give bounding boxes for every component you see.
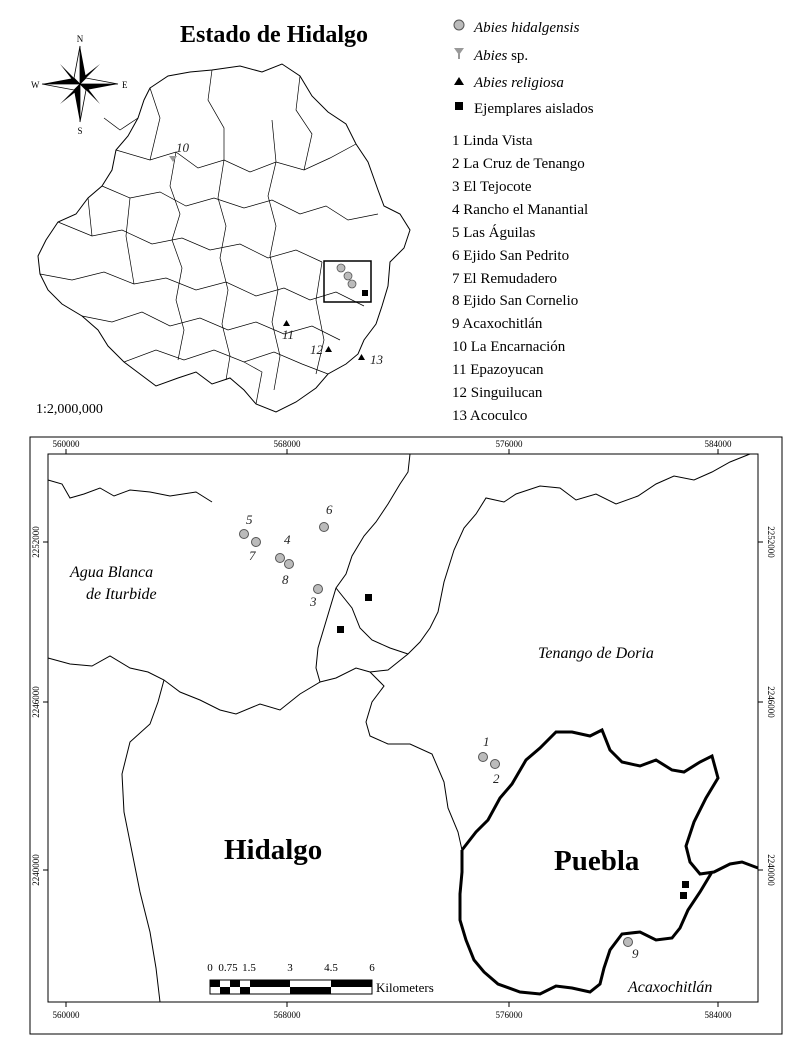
site-list-item: 1 Linda Vista — [452, 133, 533, 149]
site-marker-5 — [240, 530, 249, 539]
marker-aislado — [362, 290, 368, 296]
site-marker-4 — [276, 554, 285, 563]
map-label-11: 11 — [282, 327, 295, 342]
site-list-item: 13 Acoculco — [452, 408, 528, 424]
site-list-item: 8 Ejido San Cornelio — [452, 293, 579, 309]
site-list-item: 10 La Encarnación — [452, 339, 566, 355]
legend-item-religiosa: Abies religiosa — [452, 73, 564, 92]
scalebar-tick: 1.5 — [242, 962, 256, 974]
scalebar-tick: 6 — [369, 962, 375, 974]
marker-hidalgensis — [348, 280, 356, 288]
site-list-item: 11 Epazoyucan — [452, 362, 544, 378]
municipality-label: de Iturbide — [86, 586, 157, 603]
y-tick-left: 2252000 — [31, 526, 41, 558]
compass-s: S — [77, 126, 83, 136]
compass-e: E — [122, 80, 128, 90]
site-marker-7 — [252, 538, 261, 547]
map-label-13: 13 — [370, 352, 383, 367]
x-tick-top: 576000 — [495, 439, 523, 449]
scalebar-tick: 0 — [207, 962, 213, 974]
compass-w: W — [31, 80, 40, 90]
scalebar-tick: 0.75 — [218, 962, 238, 974]
x-tick-top: 568000 — [273, 439, 301, 449]
legend-item-aislados: Ejemplares aislados — [452, 99, 594, 118]
y-tick-right: 2252000 — [766, 526, 776, 558]
site-marker-6 — [320, 523, 329, 532]
map-label-10: 10 — [176, 140, 189, 155]
y-tick-left: 2240000 — [31, 854, 41, 886]
scalebar-tick: 3 — [287, 962, 293, 974]
x-tick-bottom: 568000 — [273, 1010, 301, 1020]
site-list-item: 3 El Tejocote — [452, 179, 532, 195]
y-tick-right: 2246000 — [766, 686, 776, 718]
scalebar-unit: Kilometers — [376, 980, 434, 995]
site-list-item: 9 Acaxochitlán — [452, 316, 543, 332]
site-label-3: 3 — [310, 594, 317, 609]
isolated-marker — [680, 892, 687, 899]
scalebar-tick: 4.5 — [324, 962, 338, 974]
site-list-item: 5 Las Águilas — [452, 225, 536, 241]
legend-item-hidalgensis: Abies hidalgensis — [452, 18, 579, 37]
isolated-marker — [682, 881, 689, 888]
x-tick-bottom: 576000 — [495, 1010, 523, 1020]
compass-rose-icon — [31, 34, 128, 136]
site-marker-1 — [479, 753, 488, 762]
site-label-2: 2 — [493, 771, 500, 786]
site-label-1: 1 — [483, 734, 490, 749]
municipality-label: Agua Blanca — [70, 564, 154, 581]
municipality-label: Acaxochitlán — [628, 979, 713, 996]
site-list-item: 12 Singuilucan — [452, 385, 543, 401]
site-marker-8 — [285, 560, 294, 569]
marker-religiosa — [358, 354, 365, 360]
state-label-hidalgo: Hidalgo — [224, 834, 323, 866]
site-label-6: 6 — [326, 502, 333, 517]
x-tick-top: 584000 — [704, 439, 732, 449]
legend-item-abies-sp: Abies sp. — [452, 46, 528, 65]
isolated-marker — [365, 594, 372, 601]
x-tick-top: 560000 — [52, 439, 80, 449]
marker-hidalgensis — [344, 272, 352, 280]
compass-n: N — [76, 34, 84, 44]
site-label-9: 9 — [632, 946, 639, 961]
site-label-5: 5 — [246, 512, 253, 527]
site-list-item: 7 El Remudadero — [452, 271, 557, 287]
state-overview-map — [0, 0, 450, 430]
site-list-item: 6 Ejido San Pedrito — [452, 248, 570, 264]
site-list-item: 2 La Cruz de Tenango — [452, 156, 585, 172]
municipality-label: Tenango de Doria — [538, 645, 654, 662]
marker-hidalgensis — [337, 264, 345, 272]
state-label-puebla: Puebla — [554, 845, 640, 877]
y-tick-right: 2240000 — [766, 854, 776, 886]
site-label-4: 4 — [284, 532, 291, 547]
map-title: Estado de Hidalgo — [180, 22, 369, 48]
site-marker-2 — [491, 760, 500, 769]
isolated-marker — [337, 626, 344, 633]
site-marker-3 — [314, 585, 323, 594]
x-tick-bottom: 584000 — [704, 1010, 732, 1020]
site-list-item: 4 Rancho el Manantial — [452, 202, 589, 218]
y-tick-left: 2246000 — [31, 686, 41, 718]
site-label-7: 7 — [249, 548, 256, 563]
site-label-8: 8 — [282, 572, 289, 587]
x-tick-bottom: 560000 — [52, 1010, 80, 1020]
map-scale-text: 1:2,000,000 — [36, 402, 103, 417]
map-label-12: 12 — [310, 342, 323, 357]
detail-map — [0, 432, 805, 1041]
detail-map-inner-frame — [48, 454, 758, 1002]
